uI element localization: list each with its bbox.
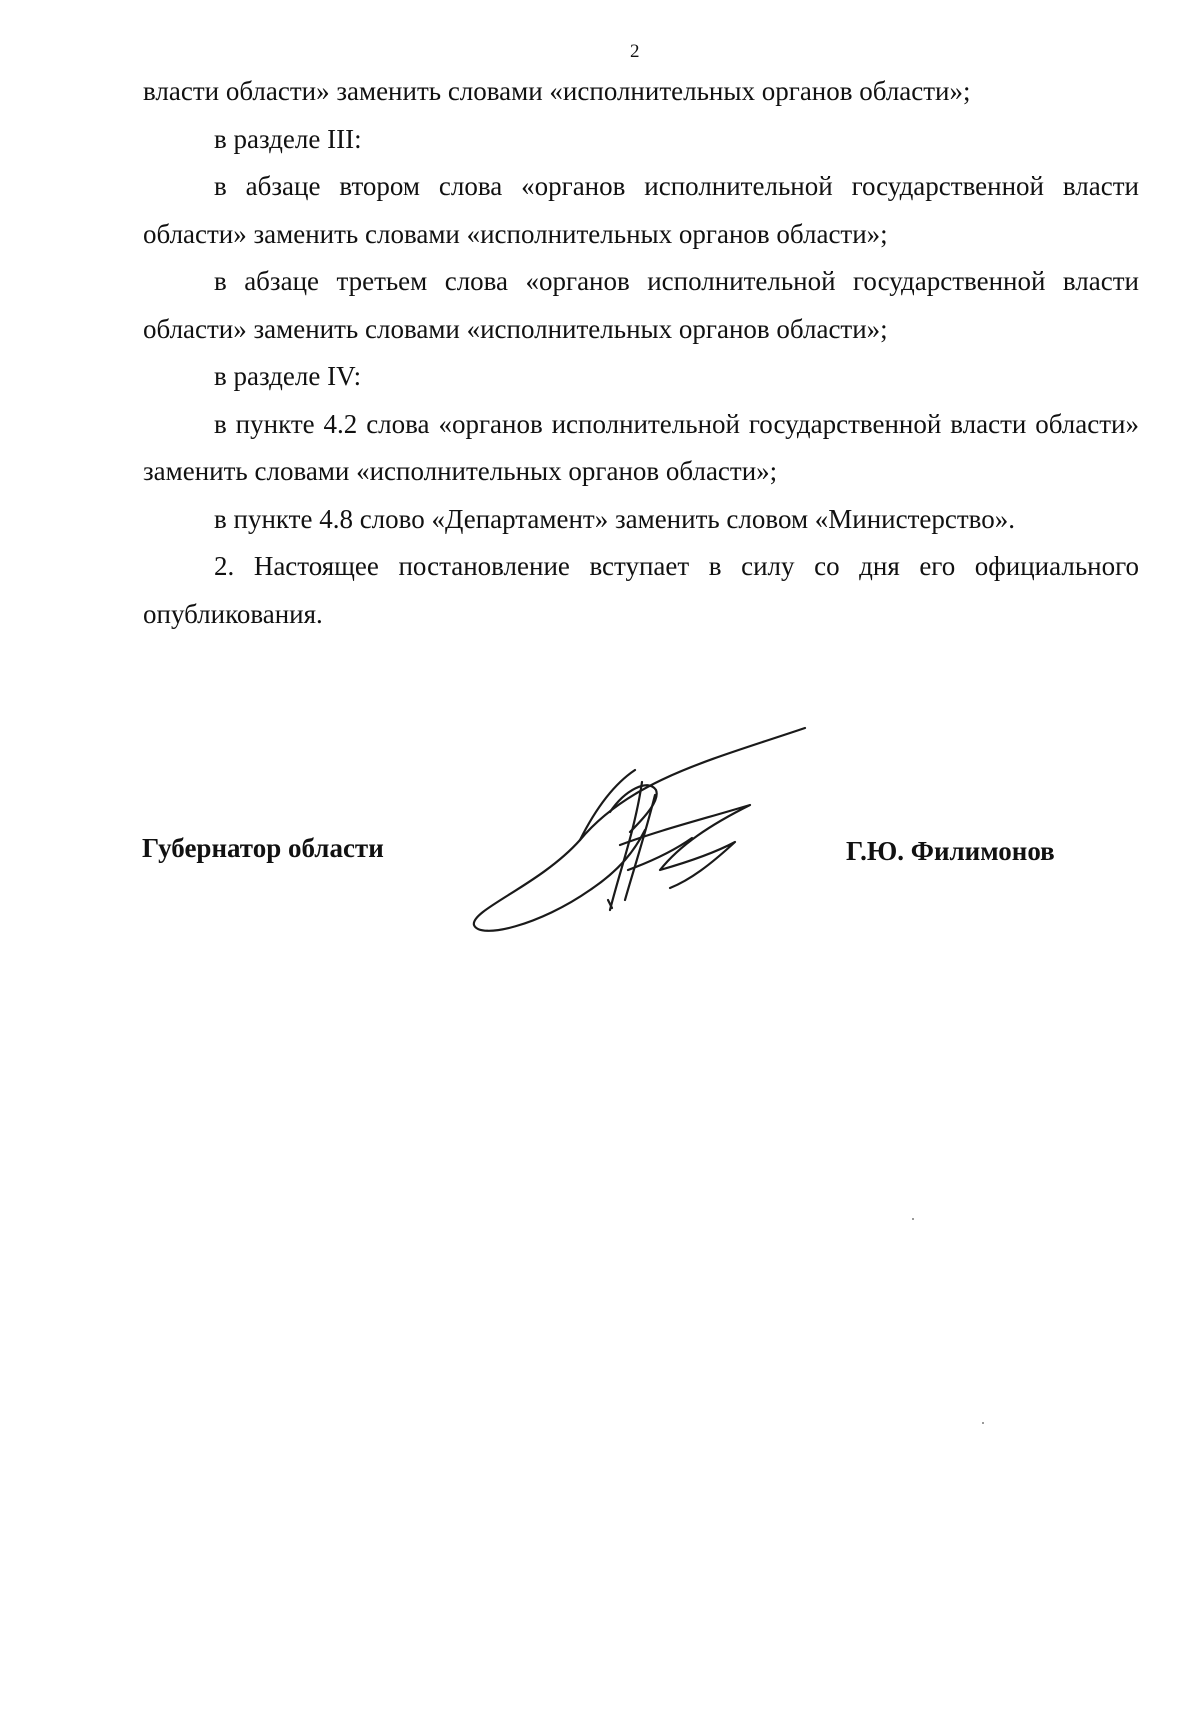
paragraph-continuation: власти области» заменить словами «исполнительных органов области»; [143, 76, 971, 106]
paragraph-section-3-abzac-3: в абзаце третьем слова «органов исполнительной государственной власти области» заменить словами «исполнительных органов области»; [143, 266, 1139, 344]
page-number: 2 [630, 41, 640, 62]
paragraph-section-3-abzac-2: в абзаце втором слова «органов исполнительной государственной власти области» заменить словами «исполнительных органов области»; [143, 171, 1139, 249]
document-body [143, 68, 1139, 638]
paragraph-section-3-heading: в разделе III: [214, 123, 362, 154]
paragraph-effective-date: 2. Настоящее постановление вступает в силу со дня его официального опубликования. [143, 551, 1139, 629]
signatory-title: Губернатор области [142, 833, 384, 863]
handwritten-signature-icon [460, 720, 820, 940]
paragraph-section-4-heading: в разделе IV: [214, 361, 362, 391]
paragraph-section-4-point-4-8: в пункте 4.8 слово «Департамент» заменить словом «Министерство». [214, 503, 1015, 534]
paragraph-section-4-point-4-2: в пункте 4.2 слова «органов исполнительной государственной власти области» заменить словами «исполнительных органов области»; [143, 408, 1139, 486]
signatory-name: Г.Ю. Филимонов [846, 836, 1055, 866]
scan-speck [982, 1422, 984, 1424]
scan-speck [912, 1218, 914, 1220]
